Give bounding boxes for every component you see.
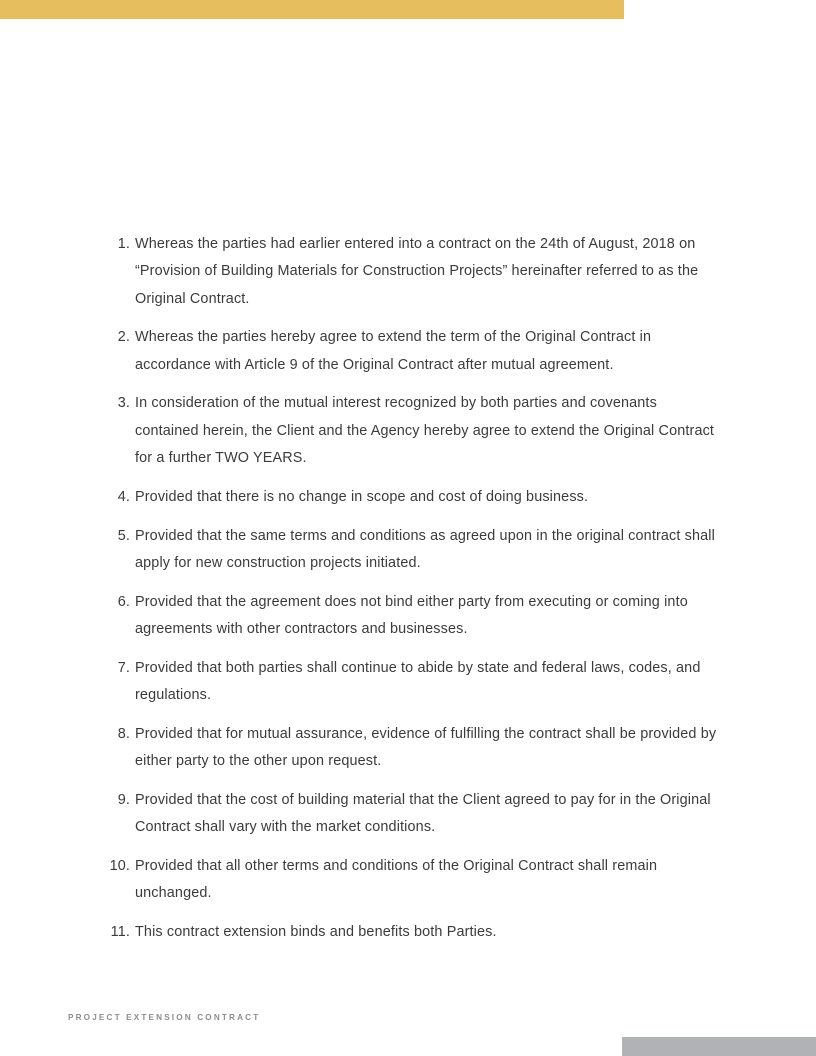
clause-text: Provided that for mutual assurance, evidence of fulfilling the contract shall be provided by either party to the other upon request. (135, 725, 717, 770)
clause-item (104, 589, 724, 644)
clause-item (104, 484, 724, 511)
clause-text: Provided that the agreement does not bind either party from executing or coming into agreements with other contractors and businesses. (135, 593, 688, 638)
clause-list-container (104, 231, 724, 947)
clause-text: This contract extension binds and benefits both Parties. (135, 924, 497, 941)
clause-number: 9. (117, 792, 130, 809)
clause-item (104, 655, 724, 710)
clause-number: 5. (117, 527, 130, 544)
clause-number: 11. (110, 924, 130, 941)
clause-text: Provided that both parties shall continue to abide by state and federal laws, codes, and regulations. (135, 659, 701, 704)
clause-item (104, 721, 724, 776)
clause-item (104, 324, 724, 379)
clause-item (104, 523, 724, 578)
top-accent-bar (0, 0, 624, 19)
clause-text: Provided that there is no change in scope and cost of doing business. (135, 488, 589, 505)
clause-text: In consideration of the mutual interest recognized by both parties and covenants contained herein, the Client and the Agency hereby agree to extend the Original Contract for a further TWO YEARS. (135, 395, 715, 467)
clause-number: 1. (117, 236, 130, 252)
document-footer-label: PROJECT EXTENSION CONTRACT (68, 1013, 261, 1022)
clause-text: Provided that the cost of building material that the Client agreed to pay for in the Original Contract shall vary with the market conditions. (135, 792, 711, 836)
clause-number: 7. (117, 659, 130, 676)
clause-number: 2. (117, 329, 130, 346)
clause-item (104, 390, 724, 472)
clause-text: Whereas the parties had earlier entered into a contract on the 24th of August, 2018 on “Provision of Building Materials for Construction Projects” hereinafter referred to as the Original Contract. (135, 236, 699, 307)
clause-number: 8. (117, 725, 130, 742)
clause-text: Provided that all other terms and conditions of the Original Contract shall remain unchanged. (135, 858, 658, 902)
clause-number: 3. (117, 395, 130, 412)
clause-number: 4. (117, 488, 130, 505)
clause-item (104, 787, 724, 842)
clause-item (104, 853, 724, 908)
clause-item (104, 919, 724, 946)
clause-number: 10. (109, 858, 130, 875)
clause-text: Whereas the parties hereby agree to extend the term of the Original Contract in accordance with Article 9 of the Original Contract after mutual agreement. (135, 329, 652, 373)
clause-list (104, 231, 724, 947)
clause-text: Provided that the same terms and conditions as agreed upon in the original contract shall apply for new construction projects initiated. (135, 527, 715, 571)
bottom-accent-bar (622, 1037, 816, 1056)
clause-item (104, 231, 724, 313)
clause-number: 6. (117, 593, 130, 610)
